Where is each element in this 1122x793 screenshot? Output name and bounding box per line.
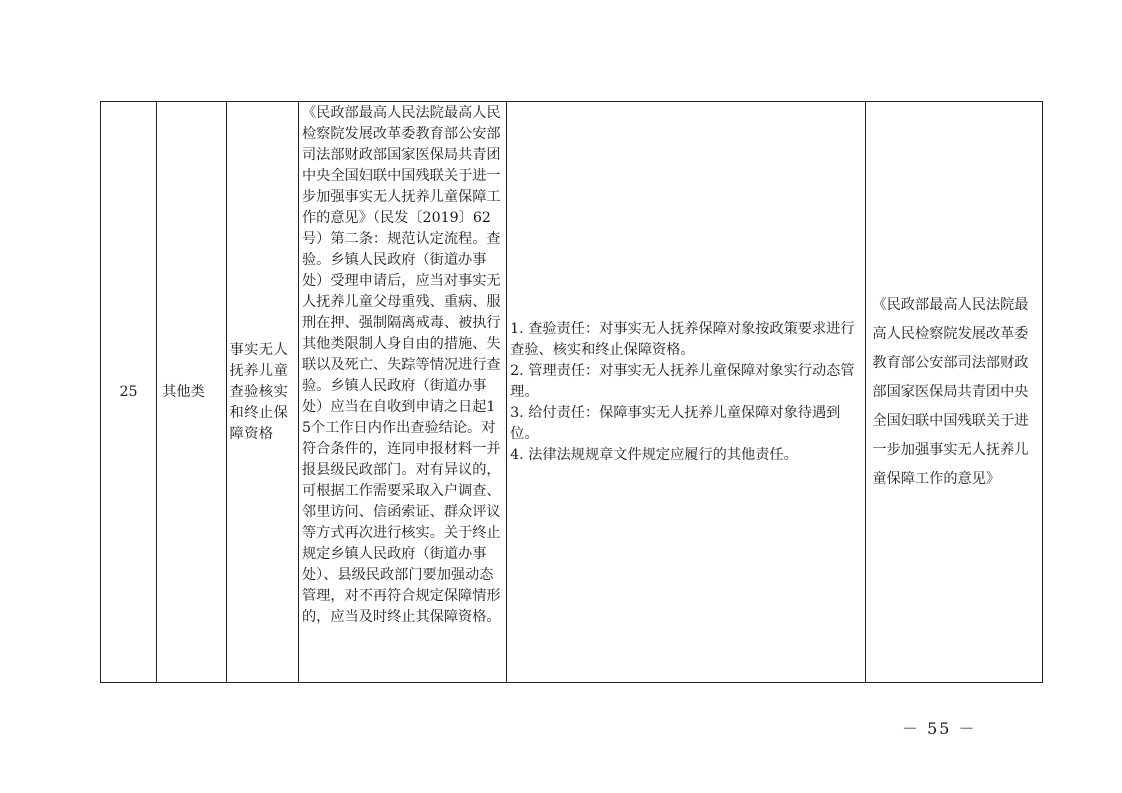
row-number-cell: 25 bbox=[101, 102, 157, 683]
page-number: － 55 － bbox=[902, 719, 977, 738]
reference-document-cell: 《民政部最高人民法院最高人民检察院发展改革委教育部公安部司法部财政部国家医保局共青团中央全国妇联中国残联关于进一步加强事实无人抚养儿童保障工作的意见》 bbox=[866, 102, 1043, 683]
responsibility-table-container bbox=[100, 101, 1043, 683]
table-row bbox=[101, 102, 1043, 683]
legal-basis-cell: 《民政部最高人民法院最高人民检察院发展改革委教育部公安部司法部财政部国家医保局共青团中央全国妇联中国残联关于进一步加强事实无人抚养儿童保障工作的意见》（民发〔2019〕62号）第二条：规范认定流程。查验。乡镇人民政府（街道办事处）受理申请后，应当对事实无人抚养儿童父母重残、重病、服刑在押、强制隔离戒毒、被执行其他类限制人身自由的措施、失联以及死亡、失踪等情况进行查验。乡镇人民政府（街道办事处）应当在自收到申请之日起15个工作日内作出查验结论。对符合条件的，连同申报材料一并报县级民政部门。对有异议的，可根据工作需要采取入户调查、邻里访问、信函索证、群众评议等方式再次进行核实。关于终止规定乡镇人民政府（街道办事处）、县级民政部门要加强动态管理，对不再符合规定保障情形的，应当及时终止其保障资格。 bbox=[298, 102, 506, 683]
item-name-cell: 事实无人抚养儿童查验核实和终止保障资格 bbox=[226, 102, 298, 683]
responsibility-table bbox=[100, 101, 1043, 683]
responsibility-item: 1. 查验责任：对事实无人抚养保障对象按政策要求进行查验、核实和终止保障资格。 bbox=[510, 320, 855, 358]
responsibility-item: 2. 管理责任：对事实无人抚养儿童保障对象实行动态管理。 bbox=[510, 362, 855, 400]
responsibility-item: 3. 给付责任：保障事实无人抚养儿童保障对象待遇到位。 bbox=[510, 404, 841, 442]
responsibility-item: 4. 法律法规规章文件规定应履行的其他责任。 bbox=[510, 446, 798, 463]
category-cell: 其他类 bbox=[157, 102, 226, 683]
responsibilities-cell bbox=[507, 102, 866, 683]
